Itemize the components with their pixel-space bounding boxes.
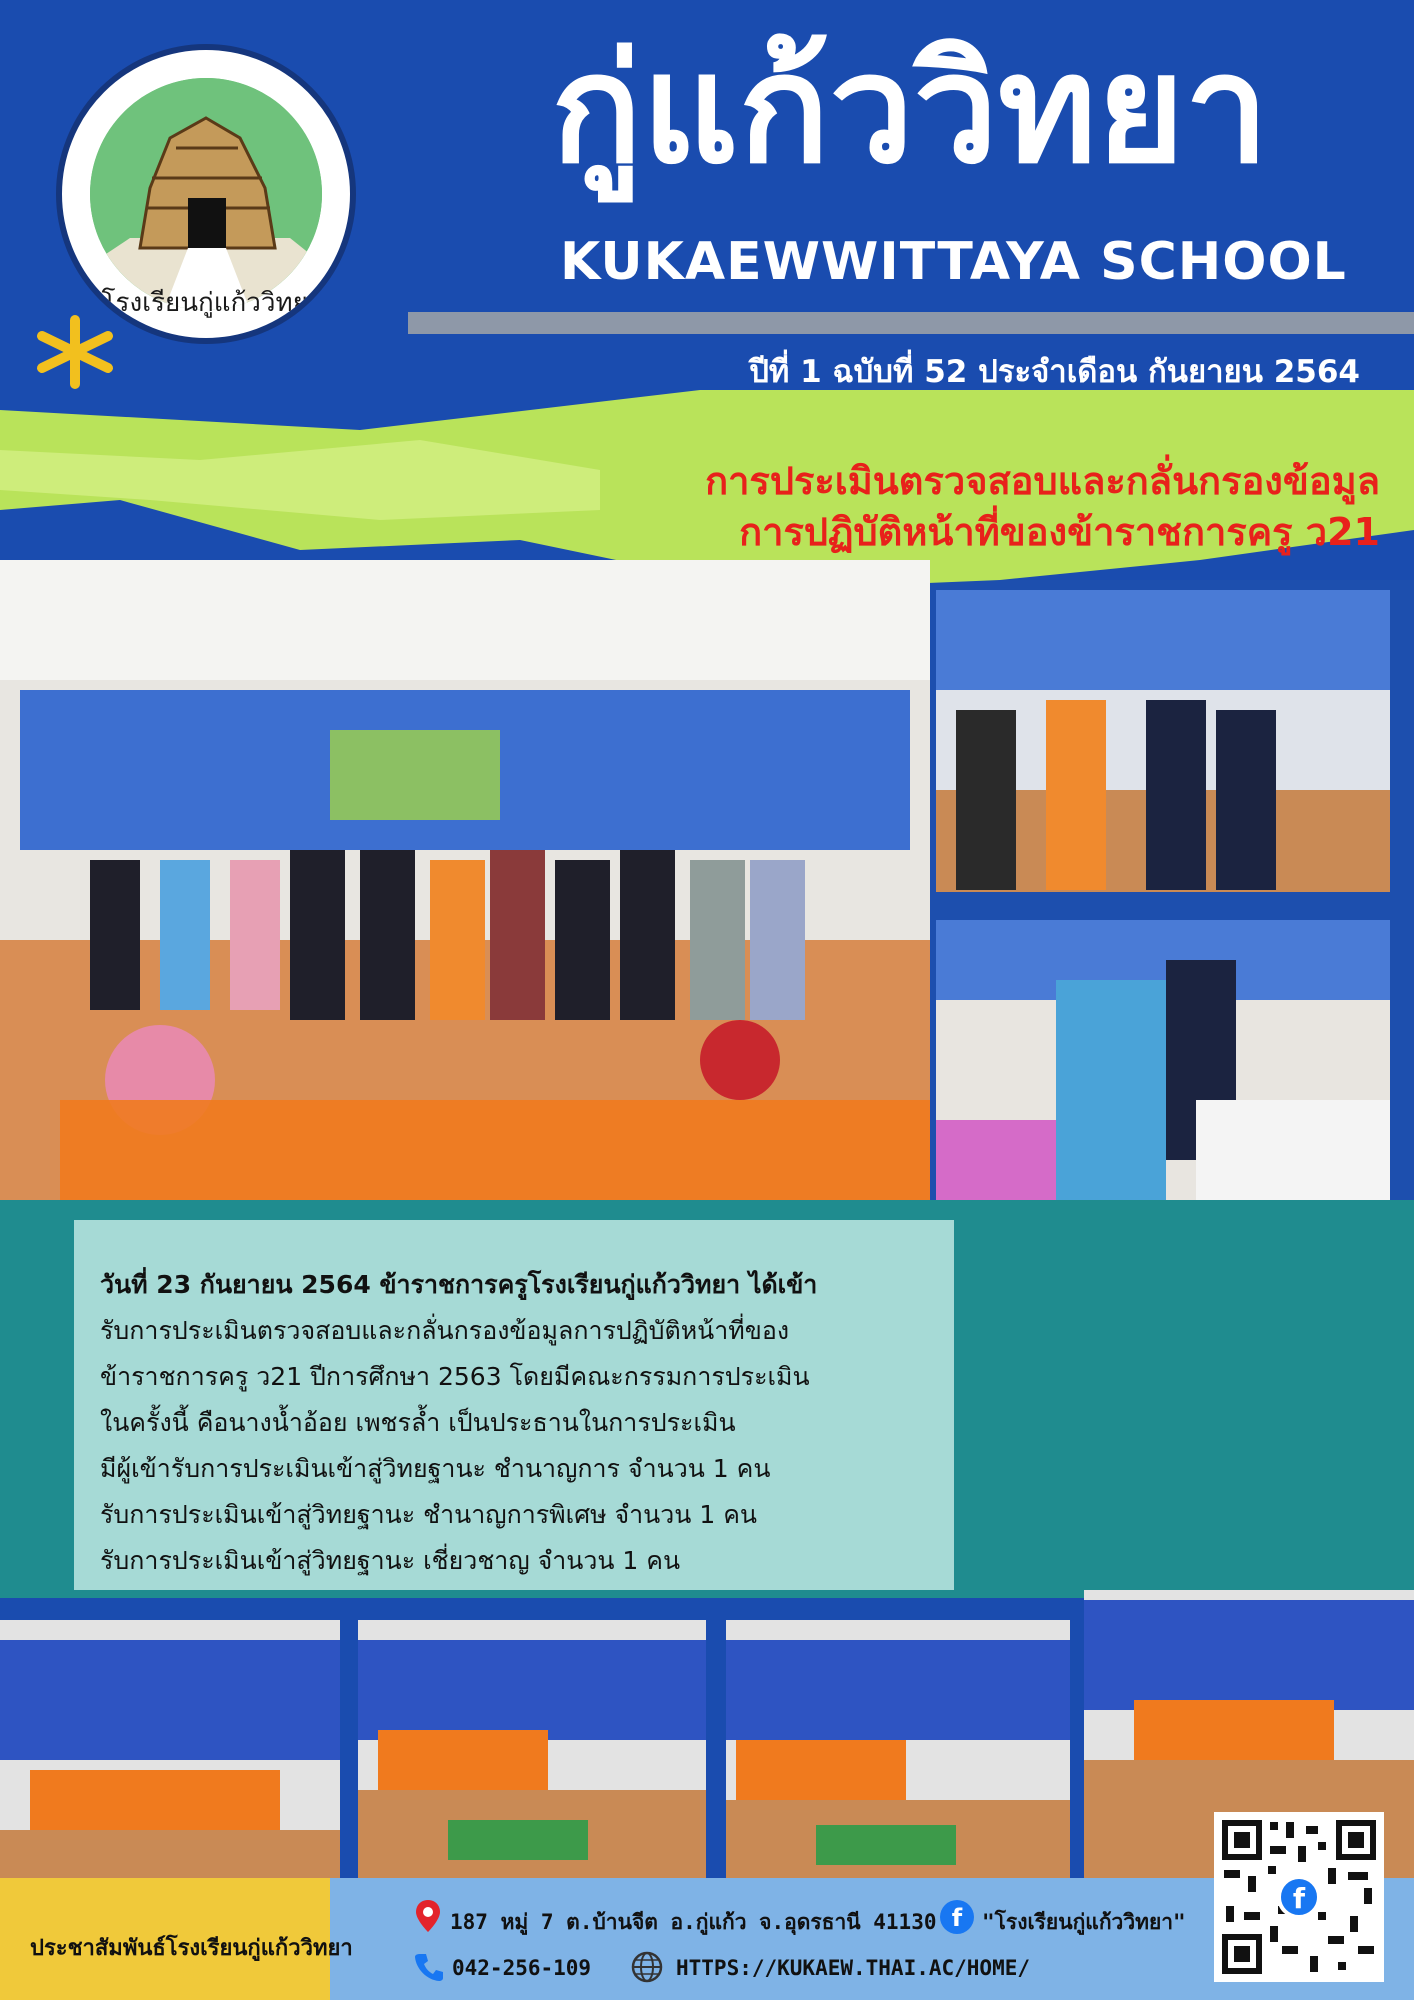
footer-org: ประชาสัมพันธ์โรงเรียนกู่แก้ววิทยา: [30, 1936, 353, 1961]
photo-right-2: [936, 920, 1390, 1222]
location-pin-icon: [414, 1898, 442, 1934]
article-line: รับการประเมินเข้าสู่วิทยฐานะ เชี่ยวชาญ จำนวน 1 คน: [100, 1546, 681, 1575]
footer-facebook: "โรงเรียนกู่แก้ววิทยา": [982, 1910, 1186, 1934]
photo-bottom-1: [0, 1620, 340, 1882]
footer-phone: 042-256-109: [452, 1956, 592, 1980]
star-icon: [30, 312, 120, 392]
photo-bottom-3: [726, 1620, 1070, 1882]
school-name-english: KUKAEWWITTAYA SCHOOL: [560, 232, 1347, 292]
school-logo: [56, 44, 356, 344]
globe-icon: [630, 1950, 664, 1984]
article-line: รับการประเมินเข้าสู่วิทยฐานะ ชำนาญการพิเศษ จำนวน 1 คน: [100, 1500, 758, 1529]
headline-line-1: การประเมินตรวจสอบและกลั่นกรองข้อมูล: [705, 459, 1380, 503]
article-body: [100, 1262, 940, 1584]
qr-code-icon: [1218, 1816, 1380, 1978]
issue-info: ปีที่ 1 ฉบับที่ 52 ประจำเดือน กันยายน 2564: [749, 354, 1360, 390]
headline-line-2: การปฏิบัติหน้าที่ของข้าราชการครู ว21: [739, 510, 1380, 555]
facebook-icon: f: [940, 1900, 974, 1934]
title-divider: [408, 312, 1414, 334]
article-line: วันที่ 23 กันยายน 2564 ข้าราชการครูโรงเรียนกู่แก้ววิทยา ได้เข้า: [100, 1270, 818, 1299]
qr-code: [1214, 1812, 1384, 1982]
temple-ruin-icon: [90, 78, 322, 310]
article-line: รับการประเมินตรวจสอบและกลั่นกรองข้อมูลการปฏิบัติหน้าที่ของ: [100, 1316, 790, 1345]
article-line: มีผู้เข้ารับการประเมินเข้าสู่วิทยฐานะ ชำนาญการ จำนวน 1 คน: [100, 1454, 771, 1483]
group-photo: [0, 560, 930, 1200]
logo-emblem: [90, 78, 322, 310]
footer-website[interactable]: HTTPS://KUKAEW.THAI.AC/HOME/: [676, 1956, 1031, 1980]
photo-right-1: [936, 590, 1390, 892]
article-line: ข้าราชการครู ว21 ปีการศึกษา 2563 โดยมีคณะกรรมการประเมิน: [100, 1362, 810, 1391]
phone-icon: [414, 1950, 446, 1982]
article-line: ในครั้งนี้ คือนางน้ำอ้อย เพชรล้ำ เป็นประธานในการประเมิน: [100, 1408, 736, 1437]
footer-address: 187 หมู่ 7 ต.บ้านจีต อ.กู่แก้ว จ.อุดรธานี 41130: [450, 1910, 937, 1934]
headline: [420, 456, 1380, 559]
photo-bottom-2: [358, 1620, 706, 1882]
svg-text:f: f: [1292, 1882, 1306, 1915]
school-name-thai: กู่แก้ววิทยา: [551, 23, 1269, 197]
logo-caption: โรงเรียนกู่แก้ววิทยา: [101, 288, 323, 318]
